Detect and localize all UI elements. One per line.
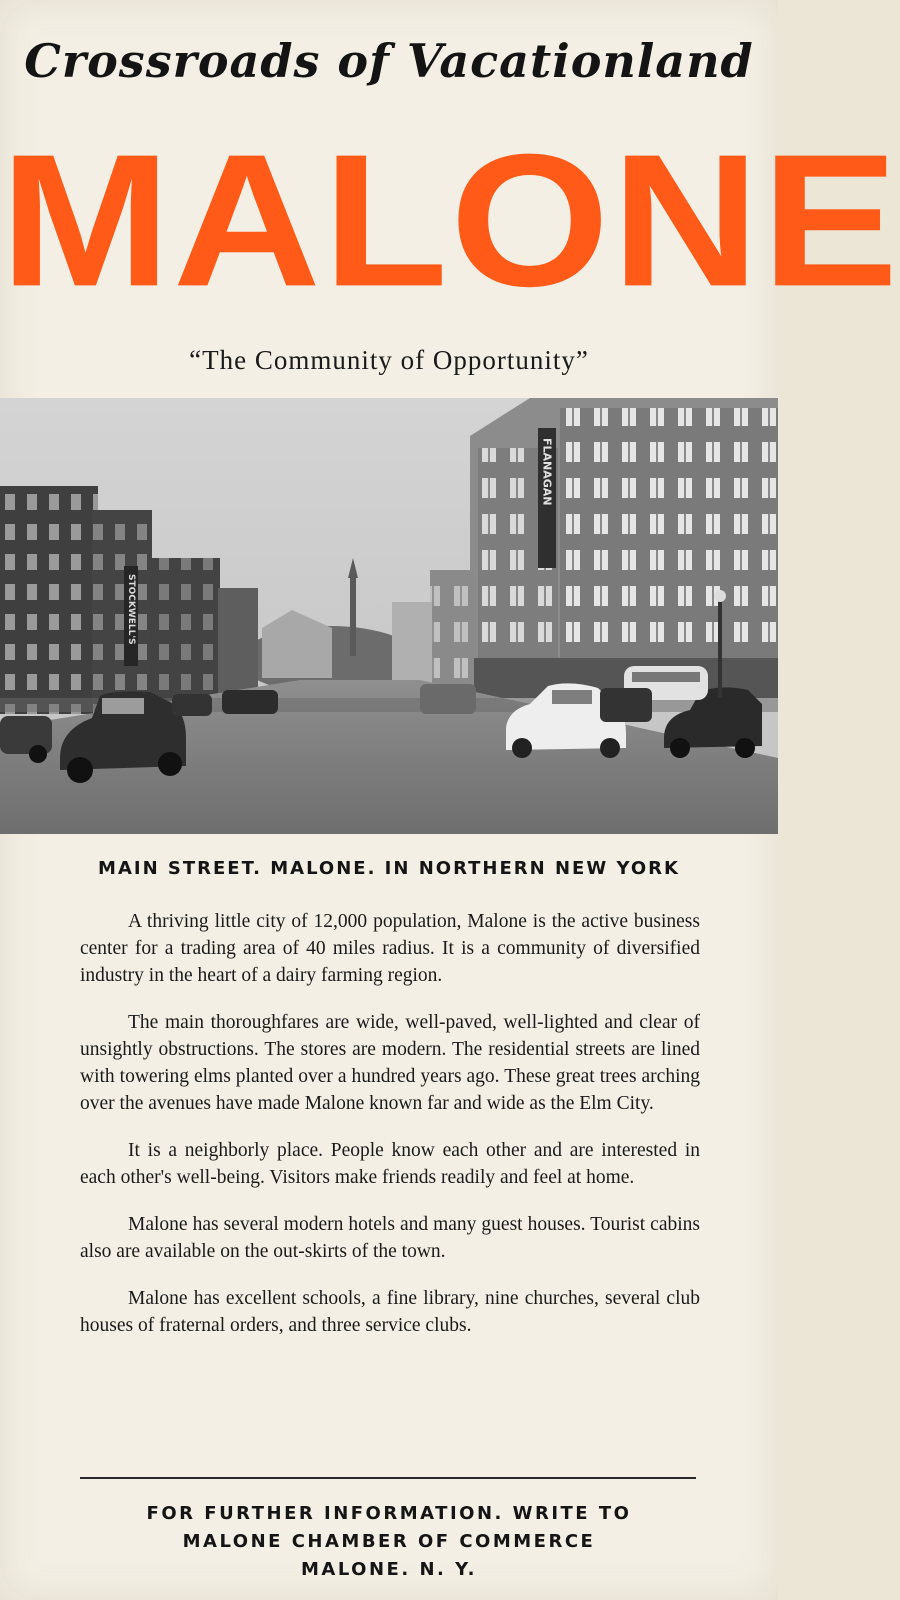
stockwells-sign-text: STOCKWELL'S <box>126 574 136 645</box>
flanagan-sign-text: FLANAGAN <box>540 438 554 506</box>
paragraph-5: Malone has excellent schools, a fine library, nine churches, several club houses of fraternal orders, and three service clubs. <box>80 1288 700 1336</box>
paragraph-2: The main thoroughfares are wide, well-paved, well-lighted and clear of unsightly obstructions. The stores are modern. The residential streets are lined with towering elms planted over a hundred years ago. These great trees arching over the avenues have made Malone known far and wide as the Elm City. <box>80 1012 700 1114</box>
photo-caption: MAIN STREET. MALONE. IN NORTHERN NEW YORK <box>98 858 680 879</box>
street-lamp <box>718 598 722 698</box>
footer-line-1: FOR FURTHER INFORMATION. WRITE TO <box>146 1503 632 1524</box>
right-building-2 <box>392 602 432 688</box>
motto: “The Community of Opportunity” <box>189 345 589 375</box>
footer-line-2: MALONE CHAMBER OF COMMERCE <box>182 1531 596 1552</box>
paragraph-4: Malone has several modern hotels and many guest houses. Tourist cabins also are available on the out-skirts of the town. <box>80 1214 700 1262</box>
footer <box>0 1500 778 1584</box>
body-text <box>80 908 700 1359</box>
tagline: Crossroads of Vacationland <box>24 34 754 88</box>
main-street-photo <box>0 398 778 834</box>
left-building-1 <box>0 486 98 714</box>
page-title: MALONE <box>0 115 900 326</box>
divider <box>80 1477 696 1479</box>
paragraph-3: It is a neighborly place. People know each other and are interested in each other's well-being. Visitors make friends readily and feel at home. <box>80 1140 700 1188</box>
paragraph-1: A thriving little city of 12,000 population, Malone is the active business center for a trading area of 40 miles radius. It is a community of diversified industry in the heart of a dairy farming region. <box>80 911 700 986</box>
church-steeple <box>350 576 356 656</box>
footer-line-3: MALONE. N. Y. <box>301 1559 477 1580</box>
